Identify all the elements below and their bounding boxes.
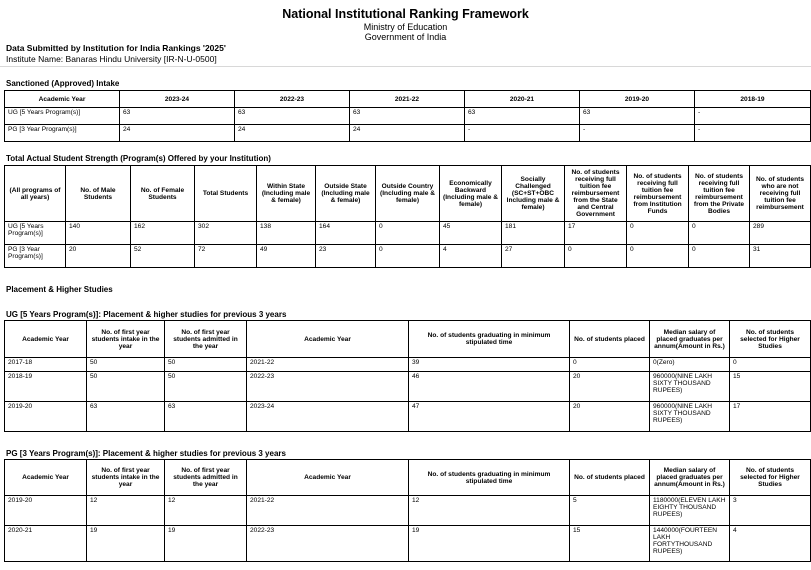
header-cell: (All programs of all years): [5, 166, 66, 222]
table-cell: 0(Zero): [650, 358, 730, 372]
table-cell: 63: [235, 108, 350, 125]
table-cell: 19: [409, 526, 570, 562]
table-cell: 2022-23: [247, 526, 409, 562]
government-line: Government of India: [364, 32, 447, 42]
table-cell: 63: [165, 402, 247, 432]
intake-table: [4, 90, 811, 142]
table-cell: 4: [730, 526, 811, 562]
table-row: [5, 125, 811, 142]
header-cell: 2018-19: [695, 91, 811, 108]
header-cell: Academic Year: [5, 460, 87, 496]
table-cell: 24: [120, 125, 235, 142]
table-cell: 19: [87, 526, 165, 562]
header-cell: 2019-20: [580, 91, 695, 108]
table-cell: 17: [565, 222, 627, 245]
strength-section-title: Total Actual Student Strength (Program(s) Offered by your Institution): [6, 154, 271, 163]
table-row: [5, 245, 811, 268]
table-cell: 27: [502, 245, 565, 268]
table-cell: 140: [66, 222, 131, 245]
table-cell: 12: [165, 496, 247, 526]
table-cell: 17: [730, 402, 811, 432]
header-cell: No. of first year students intake in the year: [87, 321, 165, 358]
table-cell: -: [695, 108, 811, 125]
ug-placement-table: [4, 320, 811, 432]
table-cell: 1180000(ELEVEN LAKH EIGHTY THOUSAND RUPEES): [650, 496, 730, 526]
table-row: [5, 402, 811, 432]
report-header: [0, 0, 811, 42]
table-cell: 0: [570, 358, 650, 372]
table-row: [5, 108, 811, 125]
table-cell: -: [695, 125, 811, 142]
intake-section-title: Sanctioned (Approved) Intake: [6, 79, 120, 88]
table-cell: 2021-22: [247, 496, 409, 526]
table-row: [5, 496, 811, 526]
strength-table: [4, 165, 811, 268]
page-title: National Institutional Ranking Framework: [282, 7, 529, 21]
header-cell: No. of Male Students: [66, 166, 131, 222]
table-cell: 0: [376, 222, 440, 245]
header-cell: No. of students who are not receiving full tuition fee reimbursement: [750, 166, 811, 222]
table-cell: 24: [235, 125, 350, 142]
table-cell: 19: [165, 526, 247, 562]
table-cell: 0: [689, 222, 750, 245]
table-cell: 2018-19: [5, 372, 87, 402]
table-cell: 15: [730, 372, 811, 402]
header-cell: No. of students selected for Higher Studies: [730, 321, 811, 358]
header-cell: 2023-24: [120, 91, 235, 108]
table-cell: 138: [257, 222, 316, 245]
table-cell: 3: [730, 496, 811, 526]
table-cell: 12: [409, 496, 570, 526]
table-cell: 47: [409, 402, 570, 432]
table-cell: 50: [165, 358, 247, 372]
table-cell: 0: [689, 245, 750, 268]
table-cell: 63: [120, 108, 235, 125]
table-cell: -: [465, 125, 580, 142]
table-cell: 49: [257, 245, 316, 268]
table-cell: 2019-20: [5, 402, 87, 432]
header-cell: Academic Year: [5, 91, 120, 108]
table-cell: 63: [87, 402, 165, 432]
table-cell: 4: [440, 245, 502, 268]
table-cell: 39: [409, 358, 570, 372]
institute-name: Institute Name: Banaras Hindu University [IR-N-U-0500]: [6, 54, 217, 64]
header-cell: Outside Country (Including male & female): [376, 166, 440, 222]
header-cell: Total Students: [195, 166, 257, 222]
header-cell: 2021-22: [350, 91, 465, 108]
table-cell: PG [3 Year Program(s)]: [5, 125, 120, 142]
intake-header-row: [5, 91, 811, 108]
table-cell: 63: [465, 108, 580, 125]
table-cell: 0: [376, 245, 440, 268]
table-cell: 12: [87, 496, 165, 526]
table-cell: 45: [440, 222, 502, 245]
table-cell: -: [580, 125, 695, 142]
header-cell: No. of first year students intake in the year: [87, 460, 165, 496]
table-cell: 302: [195, 222, 257, 245]
table-row: [5, 358, 811, 372]
header-cell: 2022-23: [235, 91, 350, 108]
table-cell: 289: [750, 222, 811, 245]
table-cell: 15: [570, 526, 650, 562]
table-cell: 20: [570, 402, 650, 432]
table-row: [5, 526, 811, 562]
table-cell: 0: [627, 222, 689, 245]
pg-placement-table: [4, 459, 811, 562]
header-cell: No. of students receiving full tuition fee reimbursement from Institution Funds: [627, 166, 689, 222]
placement-section-title: Placement & Higher Studies: [6, 285, 113, 294]
table-cell: 46: [409, 372, 570, 402]
table-cell: PG [3 Year Program(s)]: [5, 245, 66, 268]
header-cell: No. of first year students admitted in the year: [165, 460, 247, 496]
table-cell: 24: [350, 125, 465, 142]
table-cell: 960000(NINE LAKH SIXTY THOUSAND RUPEES): [650, 372, 730, 402]
table-cell: 50: [165, 372, 247, 402]
header-cell: Academic Year: [5, 321, 87, 358]
table-cell: 63: [350, 108, 465, 125]
table-row: [5, 222, 811, 245]
header-cell: Median salary of placed graduates per annum(Amount in Rs.): [650, 460, 730, 496]
divider: [0, 66, 811, 67]
header-cell: Median salary of placed graduates per annum(Amount in Rs.): [650, 321, 730, 358]
table-cell: 2023-24: [247, 402, 409, 432]
table-cell: 181: [502, 222, 565, 245]
ug-placement-title: UG [5 Years Program(s)]: Placement & higher studies for previous 3 years: [6, 310, 287, 319]
ug-header-row: [5, 321, 811, 358]
table-cell: 0: [627, 245, 689, 268]
table-cell: 5: [570, 496, 650, 526]
table-cell: UG [5 Years Program(s)]: [5, 108, 120, 125]
ministry-line: Ministry of Education: [363, 22, 448, 32]
table-cell: UG [5 Years Program(s)]: [5, 222, 66, 245]
header-cell: Outside State (Including male & female): [316, 166, 376, 222]
table-cell: 72: [195, 245, 257, 268]
table-cell: 162: [131, 222, 195, 245]
header-cell: No. of students receiving full tuition fee reimbursement from the State and Central Government: [565, 166, 627, 222]
strength-header-row: [5, 166, 811, 222]
table-cell: 1440000(FOURTEEN LAKH FORTYTHOUSAND RUPEES): [650, 526, 730, 562]
table-cell: 63: [580, 108, 695, 125]
table-cell: 23: [316, 245, 376, 268]
table-cell: 20: [66, 245, 131, 268]
header-cell: Socially Challenged (SC+ST+OBC Including male & female): [502, 166, 565, 222]
table-cell: 20: [570, 372, 650, 402]
table-cell: 164: [316, 222, 376, 245]
header-cell: No. of students placed: [570, 460, 650, 496]
header-cell: Academic Year: [247, 321, 409, 358]
table-cell: 960000(NINE LAKH SIXTY THOUSAND RUPEES): [650, 402, 730, 432]
header-cell: No. of Female Students: [131, 166, 195, 222]
header-cell: Economically Backward (Including male & female): [440, 166, 502, 222]
header-cell: Academic Year: [247, 460, 409, 496]
header-cell: No. of students receiving full tuition fee reimbursement from the Private Bodies: [689, 166, 750, 222]
pg-placement-title: PG [3 Years Program(s)]: Placement & higher studies for previous 3 years: [6, 449, 286, 458]
header-cell: Within State (Including male & female): [257, 166, 316, 222]
table-cell: 50: [87, 358, 165, 372]
table-cell: 52: [131, 245, 195, 268]
table-cell: 2021-22: [247, 358, 409, 372]
header-cell: No. of students selected for Higher Studies: [730, 460, 811, 496]
table-cell: 31: [750, 245, 811, 268]
table-cell: 2017-18: [5, 358, 87, 372]
header-cell: No. of first year students admitted in the year: [165, 321, 247, 358]
table-cell: 0: [730, 358, 811, 372]
header-cell: No. of students graduating in minimum stipulated time: [409, 460, 570, 496]
table-cell: 50: [87, 372, 165, 402]
table-cell: 2019-20: [5, 496, 87, 526]
table-row: [5, 372, 811, 402]
pg-header-row: [5, 460, 811, 496]
header-cell: No. of students graduating in minimum stipulated time: [409, 321, 570, 358]
table-cell: 2022-23: [247, 372, 409, 402]
header-cell: No. of students placed: [570, 321, 650, 358]
table-cell: 0: [565, 245, 627, 268]
submission-title: Data Submitted by Institution for India Rankings '2025': [6, 43, 226, 53]
table-cell: 2020-21: [5, 526, 87, 562]
header-cell: 2020-21: [465, 91, 580, 108]
